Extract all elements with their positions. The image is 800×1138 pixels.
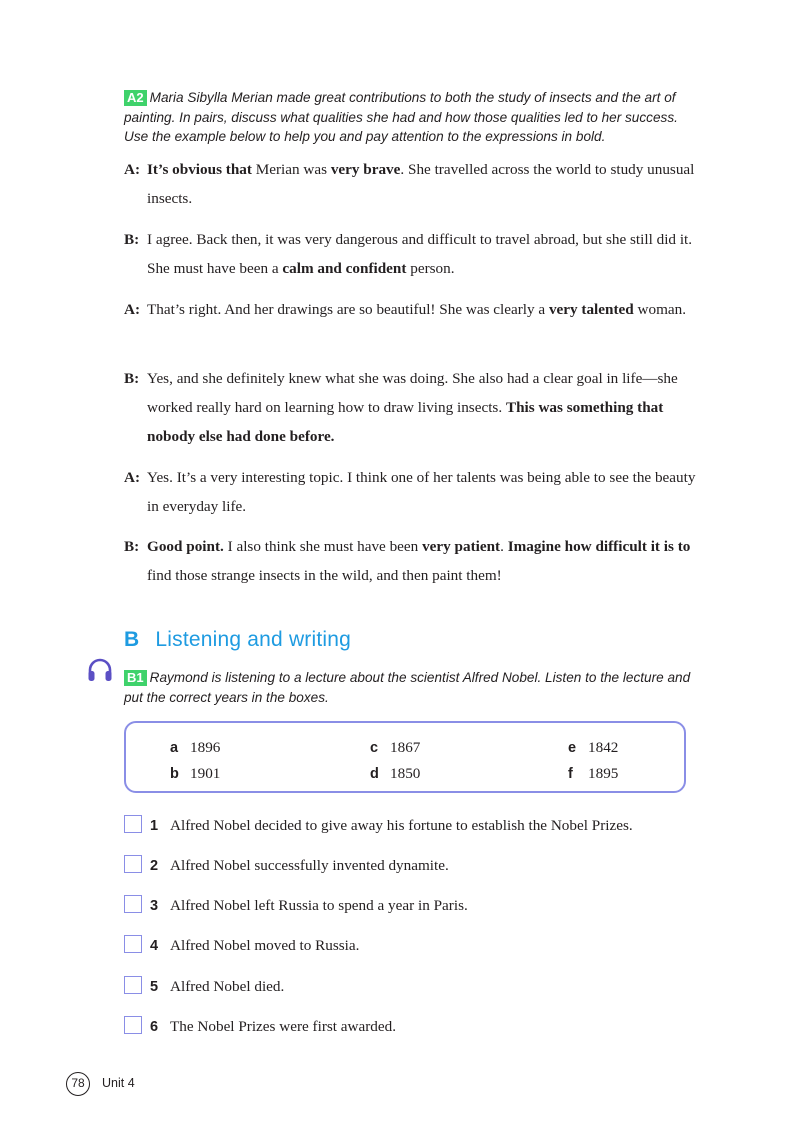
option-year: 1850 <box>390 765 421 782</box>
bold-expression: very talented <box>548 301 634 318</box>
option-letter: a <box>170 740 179 756</box>
option-e <box>568 738 618 758</box>
question-row-5 <box>124 977 704 999</box>
dialogue-text: . <box>500 538 508 555</box>
dialogue-line-3 <box>124 295 704 324</box>
dialogue-text: . She travelled across the world to study unusual insects. <box>147 161 695 207</box>
dialogue-speaker: A: <box>124 301 141 318</box>
dialogue-text: I agree. Back then, it was very dangerous and difficult to travel abroad, but she still did it. She must have been a <box>147 231 693 277</box>
answer-box[interactable] <box>124 855 142 873</box>
b1-instructions <box>124 668 696 707</box>
dialogue-speaker: A: <box>124 161 141 178</box>
question-number: 5 <box>150 979 159 995</box>
dialogue-line-5 <box>124 463 704 521</box>
option-year: 1842 <box>588 739 619 756</box>
option-letter: c <box>370 740 379 756</box>
bold-expression: Imagine how difficult it is to <box>507 538 691 555</box>
section-heading <box>124 628 351 652</box>
a2-instructions-text: Maria Sibylla Merian made great contributions to both the study of insects and the art of painting. In pairs, discuss what qualities she had and how those qualities led to her success. Use the example below to help you and pay attention to the expressions in bold. <box>124 90 678 144</box>
headphones-icon <box>86 656 114 684</box>
dialogue-line-2 <box>124 225 704 283</box>
dialogue-text: person. <box>406 260 455 277</box>
question-text: Alfred Nobel moved to Russia. <box>170 937 360 954</box>
question-text: The Nobel Prizes were first awarded. <box>170 1018 397 1035</box>
dialogue-text: That’s right. And her drawings are so beautiful! She was clearly a <box>147 301 549 318</box>
question-row-4 <box>124 936 704 958</box>
option-year: 1895 <box>588 765 619 782</box>
dialogue-speaker: B: <box>124 538 140 555</box>
option-letter: f <box>568 766 573 782</box>
option-a <box>170 738 220 758</box>
a2-instructions <box>124 88 696 147</box>
question-number: 4 <box>150 938 159 954</box>
dialogue-speaker: B: <box>124 231 140 248</box>
dialogue-line-4 <box>124 364 704 451</box>
dialogue-speaker: B: <box>124 370 140 387</box>
dialogue-text: Yes. It’s a very interesting topic. I think one of her talents was being able to see the beauty in everyday life. <box>147 469 696 515</box>
bold-expression: Good point. <box>147 538 224 555</box>
question-row-1 <box>124 816 704 838</box>
option-letter: e <box>568 740 577 756</box>
answer-box[interactable] <box>124 895 142 913</box>
question-number: 3 <box>150 898 159 914</box>
dialogue-speaker: A: <box>124 469 141 486</box>
answer-box[interactable] <box>124 976 142 994</box>
option-year: 1867 <box>390 739 421 756</box>
b1-instructions-text: Raymond is listening to a lecture about the scientist Alfred Nobel. Listen to the lecture and put the correct years in the boxes. <box>124 670 691 705</box>
option-d <box>370 764 420 784</box>
question-row-6 <box>124 1017 704 1039</box>
question-number: 6 <box>150 1019 159 1035</box>
section-letter: B <box>124 628 140 651</box>
bold-expression: This was something that nobody else had done before. <box>147 399 664 445</box>
question-text: Alfred Nobel successfully invented dynamite. <box>170 857 449 874</box>
dialogue-text: find those strange insects in the wild, and then paint them! <box>147 567 502 584</box>
question-text: Alfred Nobel left Russia to spend a year in Paris. <box>170 897 468 914</box>
option-year: 1896 <box>190 739 221 756</box>
section-title: Listening and writing <box>155 628 352 651</box>
question-number: 2 <box>150 858 159 874</box>
option-letter: d <box>370 766 379 782</box>
dialogue-line-1 <box>124 155 704 213</box>
unit-label: Unit 4 <box>102 1076 135 1090</box>
dialogue-text: I also think she must have been <box>223 538 423 555</box>
question-number: 1 <box>150 818 159 834</box>
option-year: 1901 <box>190 765 221 782</box>
dialogue-text: Merian was <box>251 161 331 178</box>
option-letter: b <box>170 766 179 782</box>
answer-box[interactable] <box>124 1016 142 1034</box>
year-options-box <box>124 721 686 793</box>
bold-expression: very patient <box>422 538 501 555</box>
answer-box[interactable] <box>124 815 142 833</box>
question-text: Alfred Nobel died. <box>170 978 285 995</box>
dialogue-line-6 <box>124 532 704 590</box>
question-row-3 <box>124 896 704 918</box>
dialogue-text: Yes, and she definitely knew what she was doing. She also had a clear goal in life—she worked really hard on learning how to draw living insects. <box>147 370 678 416</box>
option-c <box>370 738 420 758</box>
bold-expression: calm and confident <box>282 260 407 277</box>
question-row-2 <box>124 856 704 878</box>
answer-box[interactable] <box>124 935 142 953</box>
option-f <box>568 764 618 784</box>
b1-tag: B1 <box>124 670 147 686</box>
dialogue-text: woman. <box>633 301 687 318</box>
page-number: 78 <box>66 1072 90 1096</box>
question-text: Alfred Nobel decided to give away his fortune to establish the Nobel Prizes. <box>170 817 633 834</box>
option-b <box>170 764 220 784</box>
bold-expression: very brave <box>330 161 401 178</box>
a2-tag: A2 <box>124 90 147 106</box>
bold-expression: It’s obvious that <box>147 161 252 178</box>
